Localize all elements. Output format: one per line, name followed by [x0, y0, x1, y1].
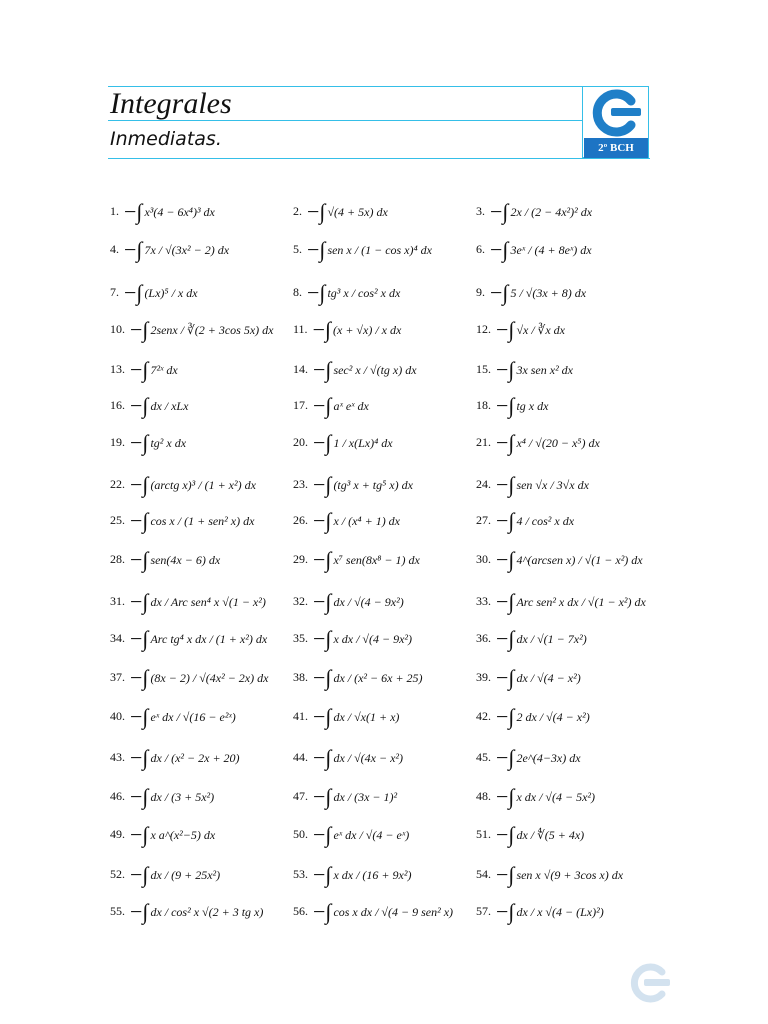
- problem-expression: √x / ∛x dx: [516, 323, 565, 338]
- integral-sign-icon: −∫: [313, 547, 332, 573]
- integral-sign-icon: −∫: [130, 704, 149, 730]
- problem-item: [110, 589, 266, 615]
- integral-sign-icon: −∫: [313, 862, 332, 888]
- problem-item: [110, 508, 255, 534]
- problem-item: [110, 393, 189, 419]
- problem-expression: x dx / √(4 − 9x²): [333, 632, 413, 647]
- problem-number: 41.: [293, 709, 308, 723]
- problem-number: 55.: [110, 904, 125, 918]
- problem-item: [110, 626, 268, 652]
- problem-expression: dx / xLx: [150, 399, 189, 414]
- problem-number: 30.: [476, 552, 491, 566]
- problem-item: [110, 472, 256, 498]
- problem-item: [293, 862, 412, 888]
- integral-sign-icon: −∫: [130, 430, 149, 456]
- integral-sign-icon: −∫: [496, 508, 515, 534]
- problem-item: [293, 237, 433, 263]
- problem-expression: dx / √(4x − x²): [333, 751, 404, 766]
- problem-expression: (Lx)⁵ / x dx: [144, 286, 198, 301]
- course-badge: 2º BCH: [584, 138, 648, 158]
- problem-number: 17.: [293, 398, 308, 412]
- problem-number: 21.: [476, 435, 491, 449]
- problem-expression: tg x dx: [516, 399, 549, 414]
- problem-item: [110, 547, 221, 573]
- problem-item: [476, 626, 587, 652]
- problem-number: 35.: [293, 631, 308, 645]
- problem-expression: cos x / (1 + sen² x) dx: [150, 514, 255, 529]
- integral-sign-icon: −∫: [130, 508, 149, 534]
- integral-sign-icon: −∫: [313, 472, 332, 498]
- problem-number: 18.: [476, 398, 491, 412]
- problem-item: [476, 317, 565, 343]
- problem-expression: dx / cos² x √(2 + 3 tg x): [150, 905, 264, 920]
- problem-number: 38.: [293, 670, 308, 684]
- problem-expression: dx / √x(1 + x): [333, 710, 400, 725]
- problem-number: 57.: [476, 904, 491, 918]
- problem-item: [293, 745, 404, 771]
- integral-sign-icon: −∫: [313, 589, 332, 615]
- problem-number: 12.: [476, 322, 491, 336]
- problem-expression: dx / √(4 − x²): [516, 671, 581, 686]
- problem-number: 4.: [110, 242, 119, 256]
- integral-sign-icon: −∫: [496, 547, 515, 573]
- problem-number: 51.: [476, 827, 491, 841]
- problem-number: 42.: [476, 709, 491, 723]
- integral-sign-icon: −∫: [496, 430, 515, 456]
- integral-sign-icon: −∫: [313, 357, 332, 383]
- problem-item: [476, 862, 624, 888]
- problem-number: 7.: [110, 285, 119, 299]
- problem-expression: dx / (x² − 6x + 25): [333, 671, 423, 686]
- integral-sign-icon: −∫: [490, 199, 509, 225]
- problem-expression: dx / √(1 − 7x²): [516, 632, 587, 647]
- problem-expression: 7²ˣ dx: [150, 363, 178, 378]
- problem-item: [476, 745, 581, 771]
- problem-number: 53.: [293, 867, 308, 881]
- problem-expression: 2x / (2 − 4x²)² dx: [510, 205, 593, 220]
- integral-sign-icon: −∫: [496, 899, 515, 925]
- problem-item: [293, 472, 413, 498]
- problem-item: [110, 237, 230, 263]
- integral-sign-icon: −∫: [313, 784, 332, 810]
- problem-number: 23.: [293, 477, 308, 491]
- problem-number: 2.: [293, 204, 302, 218]
- problem-expression: tg³ x / cos² x dx: [327, 286, 401, 301]
- problem-item: [110, 745, 240, 771]
- integral-sign-icon: −∫: [496, 704, 515, 730]
- integral-sign-icon: −∫: [496, 745, 515, 771]
- integral-sign-icon: −∫: [130, 589, 149, 615]
- integral-sign-icon: −∫: [490, 280, 509, 306]
- problem-item: [476, 508, 575, 534]
- problem-expression: Arc tg⁴ x dx / (1 + x²) dx: [150, 632, 268, 647]
- integral-sign-icon: −∫: [313, 899, 332, 925]
- problem-number: 48.: [476, 789, 491, 803]
- problem-number: 24.: [476, 477, 491, 491]
- problem-item: [110, 430, 187, 456]
- problem-number: 36.: [476, 631, 491, 645]
- problem-item: [476, 704, 590, 730]
- problem-expression: aˣ eˣ dx: [333, 399, 369, 414]
- watermark-logo-icon: [622, 963, 674, 1003]
- integral-sign-icon: −∫: [307, 237, 326, 263]
- problem-number: 32.: [293, 594, 308, 608]
- problem-number: 49.: [110, 827, 125, 841]
- integral-sign-icon: −∫: [130, 357, 149, 383]
- problem-expression: x⁴ / √(20 − x⁵) dx: [516, 436, 600, 451]
- problem-expression: cos x dx / √(4 − 9 sen² x): [333, 905, 454, 920]
- problem-item: [476, 472, 589, 498]
- problem-number: 40.: [110, 709, 125, 723]
- problem-expression: (x + √x) / x dx: [333, 323, 402, 338]
- integral-sign-icon: −∫: [130, 665, 149, 691]
- problem-number: 3.: [476, 204, 485, 218]
- problem-expression: dx / (3 + 5x²): [150, 790, 215, 805]
- problem-number: 54.: [476, 867, 491, 881]
- problem-number: 22.: [110, 477, 125, 491]
- problem-item: [476, 237, 592, 263]
- problem-item: [476, 899, 604, 925]
- problem-number: 19.: [110, 435, 125, 449]
- problem-item: [293, 899, 454, 925]
- problem-item: [476, 784, 596, 810]
- problem-expression: 3x sen x² dx: [516, 363, 574, 378]
- problem-number: 28.: [110, 552, 125, 566]
- problem-expression: (arctg x)³ / (1 + x²) dx: [150, 478, 256, 493]
- problem-number: 31.: [110, 594, 125, 608]
- problem-item: [476, 199, 593, 225]
- problem-item: [293, 704, 400, 730]
- problem-expression: Arc sen² x dx / √(1 − x²) dx: [516, 595, 646, 610]
- problem-number: 33.: [476, 594, 491, 608]
- problem-item: [110, 822, 216, 848]
- integral-sign-icon: −∫: [496, 784, 515, 810]
- integral-sign-icon: −∫: [490, 237, 509, 263]
- problem-number: 16.: [110, 398, 125, 412]
- integral-sign-icon: −∫: [307, 280, 326, 306]
- page-title: Integrales: [110, 87, 232, 120]
- problem-item: [476, 589, 646, 615]
- problem-item: [293, 357, 417, 383]
- problem-number: 45.: [476, 750, 491, 764]
- problem-expression: sen(4x − 6) dx: [150, 553, 221, 568]
- integral-sign-icon: −∫: [124, 199, 143, 225]
- problem-expression: 2e^(4−3x) dx: [516, 751, 581, 766]
- problem-expression: (tg³ x + tg⁵ x) dx: [333, 478, 413, 493]
- problem-number: 34.: [110, 631, 125, 645]
- problem-expression: sec² x / √(tg x) dx: [333, 363, 417, 378]
- problem-number: 20.: [293, 435, 308, 449]
- problem-expression: 7x / √(3x² − 2) dx: [144, 243, 230, 258]
- problem-number: 56.: [293, 904, 308, 918]
- problem-expression: tg² x dx: [150, 436, 187, 451]
- problem-expression: x a^(x²−5) dx: [150, 828, 216, 843]
- problem-item: [476, 430, 600, 456]
- problem-expression: 4^(arcsen x) / √(1 − x²) dx: [516, 553, 643, 568]
- problem-item: [293, 508, 401, 534]
- integral-sign-icon: −∫: [313, 393, 332, 419]
- problem-item: [110, 317, 274, 343]
- problem-expression: (8x − 2) / √(4x² − 2x) dx: [150, 671, 269, 686]
- header: [108, 86, 650, 159]
- problem-item: [293, 430, 393, 456]
- problem-number: 15.: [476, 362, 491, 376]
- problem-number: 50.: [293, 827, 308, 841]
- problem-expression: sen x / (1 − cos x)⁴ dx: [327, 243, 433, 258]
- problem-expression: x / (x⁴ + 1) dx: [333, 514, 401, 529]
- integral-sign-icon: −∫: [130, 317, 149, 343]
- problem-item: [110, 357, 178, 383]
- problem-item: [293, 626, 413, 652]
- problem-expression: 3eˣ / (4 + 8eˣ) dx: [510, 243, 592, 258]
- problem-item: [476, 393, 549, 419]
- problem-expression: dx / ∜(5 + 4x): [516, 828, 585, 843]
- problem-number: 47.: [293, 789, 308, 803]
- problem-number: 43.: [110, 750, 125, 764]
- problem-number: 37.: [110, 670, 125, 684]
- problem-expression: sen x √(9 + 3cos x) dx: [516, 868, 624, 883]
- problem-expression: 4 / cos² x dx: [516, 514, 575, 529]
- problem-expression: x dx / √(4 − 5x²): [516, 790, 596, 805]
- integral-sign-icon: −∫: [313, 704, 332, 730]
- problem-expression: x³(4 − 6x⁴)³ dx: [144, 205, 215, 220]
- problem-number: 27.: [476, 513, 491, 527]
- problem-expression: 1 / x(Lx)⁴ dx: [333, 436, 393, 451]
- problem-item: [293, 199, 388, 225]
- problem-number: 1.: [110, 204, 119, 218]
- company-logo-icon: [583, 87, 648, 137]
- problem-number: 10.: [110, 322, 125, 336]
- problem-number: 9.: [476, 285, 485, 299]
- problem-number: 46.: [110, 789, 125, 803]
- integral-sign-icon: −∫: [313, 665, 332, 691]
- integral-sign-icon: −∫: [313, 430, 332, 456]
- problem-expression: dx / (9 + 25x²): [150, 868, 221, 883]
- integral-sign-icon: −∫: [496, 665, 515, 691]
- problem-item: [110, 899, 264, 925]
- problem-expression: x⁷ sen(8x⁸ − 1) dx: [333, 553, 420, 568]
- problem-expression: eˣ dx / √(16 − e²ˣ): [150, 710, 236, 725]
- problem-number: 25.: [110, 513, 125, 527]
- integral-sign-icon: −∫: [130, 472, 149, 498]
- page-subtitle: Inmediatas.: [110, 128, 222, 150]
- problem-number: 6.: [476, 242, 485, 256]
- problem-expression: √(4 + 5x) dx: [327, 205, 388, 220]
- problem-item: [293, 393, 369, 419]
- integral-sign-icon: −∫: [124, 280, 143, 306]
- problem-expression: eˣ dx / √(4 − eˣ): [333, 828, 410, 843]
- problem-item: [293, 665, 423, 691]
- integral-sign-icon: −∫: [130, 626, 149, 652]
- problem-number: 11.: [293, 322, 308, 336]
- integral-sign-icon: −∫: [124, 237, 143, 263]
- header-bottom-line: [108, 158, 650, 159]
- problem-item: [476, 280, 587, 306]
- problem-expression: x dx / (16 + 9x²): [333, 868, 412, 883]
- problem-item: [293, 280, 401, 306]
- integral-sign-icon: −∫: [496, 589, 515, 615]
- problem-expression: 5 / √(3x + 8) dx: [510, 286, 587, 301]
- integral-sign-icon: −∫: [496, 862, 515, 888]
- problem-item: [293, 784, 398, 810]
- problem-expression: dx / x √(4 − (Lx)²): [516, 905, 604, 920]
- integral-sign-icon: −∫: [130, 822, 149, 848]
- problem-number: 52.: [110, 867, 125, 881]
- problem-item: [110, 704, 236, 730]
- integral-sign-icon: −∫: [496, 317, 515, 343]
- problem-number: 14.: [293, 362, 308, 376]
- problem-item: [110, 862, 221, 888]
- problem-expression: dx / Arc sen⁴ x √(1 − x²): [150, 595, 266, 610]
- problem-item: [110, 665, 269, 691]
- problem-item: [293, 317, 402, 343]
- problem-number: 13.: [110, 362, 125, 376]
- integral-sign-icon: −∫: [496, 626, 515, 652]
- problem-item: [476, 357, 574, 383]
- problem-item: [110, 784, 215, 810]
- problem-number: 29.: [293, 552, 308, 566]
- problem-expression: 2 dx / √(4 − x²): [516, 710, 590, 725]
- integral-sign-icon: −∫: [130, 393, 149, 419]
- problem-expression: sen √x / 3√x dx: [516, 478, 589, 493]
- integral-sign-icon: −∫: [496, 393, 515, 419]
- problem-number: 26.: [293, 513, 308, 527]
- integral-sign-icon: −∫: [496, 357, 515, 383]
- problem-item: [476, 547, 643, 573]
- integral-sign-icon: −∫: [313, 508, 332, 534]
- problem-item: [476, 822, 585, 848]
- problem-item: [293, 547, 420, 573]
- integral-sign-icon: −∫: [496, 822, 515, 848]
- problem-number: 5.: [293, 242, 302, 256]
- integral-sign-icon: −∫: [313, 822, 332, 848]
- integral-sign-icon: −∫: [313, 745, 332, 771]
- integral-sign-icon: −∫: [130, 745, 149, 771]
- integral-sign-icon: −∫: [130, 784, 149, 810]
- problem-number: 8.: [293, 285, 302, 299]
- problem-expression: dx / (3x − 1)²: [333, 790, 398, 805]
- integral-sign-icon: −∫: [307, 199, 326, 225]
- integral-sign-icon: −∫: [313, 626, 332, 652]
- integral-sign-icon: −∫: [130, 899, 149, 925]
- problem-expression: 2senx / ∛(2 + 3cos 5x) dx: [150, 323, 274, 338]
- problem-expression: dx / (x² − 2x + 20): [150, 751, 240, 766]
- problem-expression: dx / √(4 − 9x²): [333, 595, 404, 610]
- integral-sign-icon: −∫: [312, 317, 331, 343]
- problem-number: 39.: [476, 670, 491, 684]
- problem-item: [293, 822, 410, 848]
- problem-item: [110, 199, 215, 225]
- problem-item: [293, 589, 404, 615]
- integral-sign-icon: −∫: [496, 472, 515, 498]
- problem-item: [110, 280, 198, 306]
- problem-number: 44.: [293, 750, 308, 764]
- integral-sign-icon: −∫: [130, 547, 149, 573]
- problem-item: [476, 665, 581, 691]
- integral-sign-icon: −∫: [130, 862, 149, 888]
